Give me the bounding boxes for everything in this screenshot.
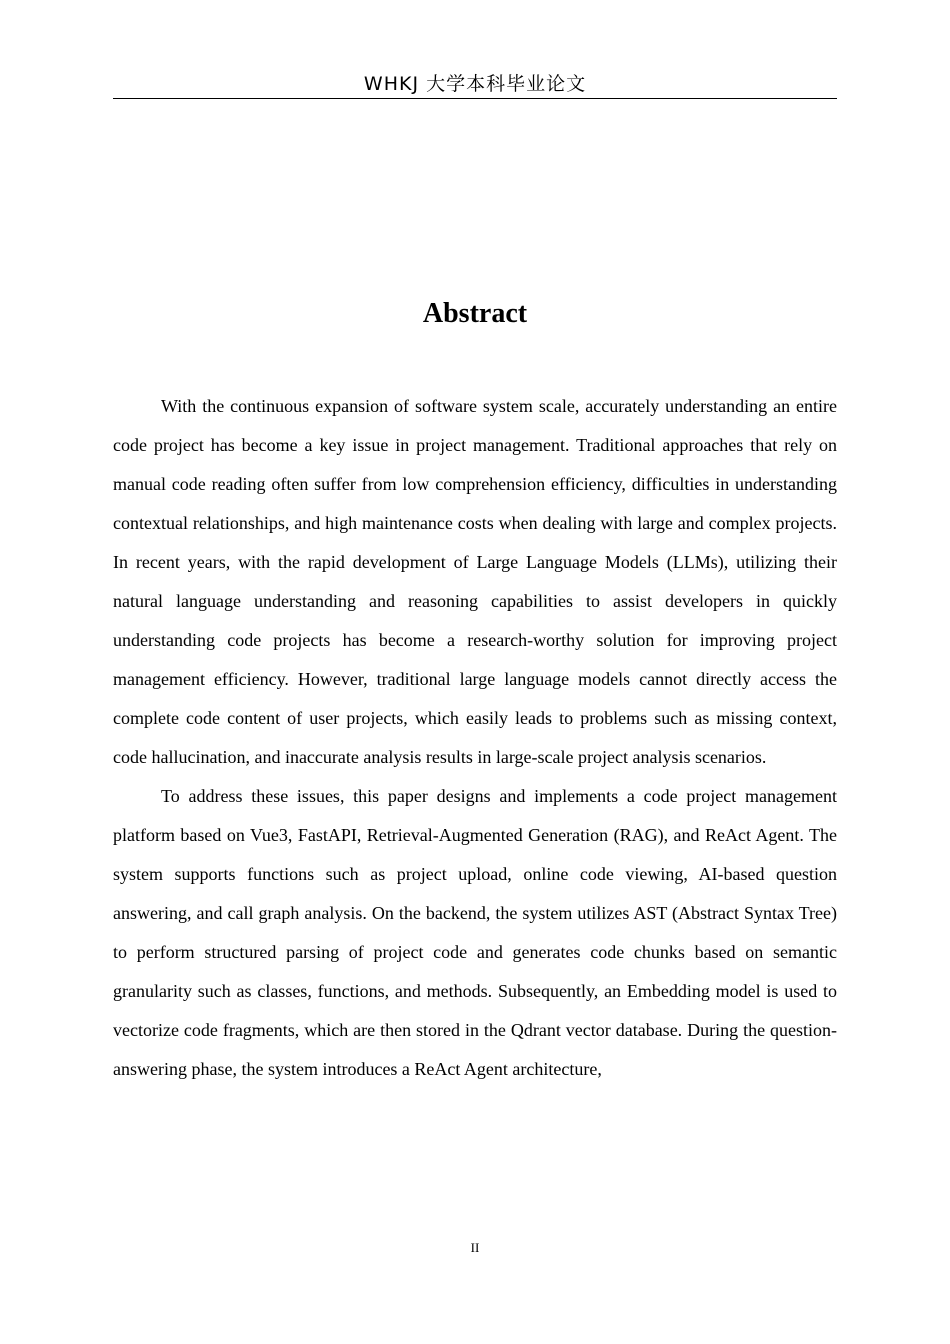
abstract-body bbox=[113, 387, 837, 1089]
abstract-paragraph-2: To address these issues, this paper designs and implements a code project management platform based on Vue3, FastAPI, Retrieval-Augmented Generation (RAG), and ReAct Agent. The system supports functions such as project upload, online code viewing, AI-based question answering, and call graph analysis. On the backend, the system utilizes AST (Abstract Syntax Tree) to perform structured parsing of project code and generates code chunks based on semantic granularity such as classes, functions, and methods. Subsequently, an Embedding model is used to vectorize code fragments, which are then stored in the Qdrant vector database. During the question-answering phase, the system introduces a ReAct Agent architecture, bbox=[113, 786, 837, 1079]
header-rule bbox=[113, 98, 837, 99]
page-number: II bbox=[470, 1240, 480, 1255]
abstract-title: Abstract bbox=[422, 298, 528, 329]
page-header: WHKJ 大学本科毕业论文 bbox=[363, 73, 587, 95]
abstract-paragraph-1: With the continuous expansion of software system scale, accurately understanding an entire code project has become a key issue in project management. Traditional approaches that rely on manual code reading often suffer from low comprehension efficiency, difficulties in understanding contextual relationships, and high maintenance costs when dealing with large and complex projects. In recent years, with the rapid development of Large Language Models (LLMs), utilizing their natural language understanding and reasoning capabilities to assist developers in quickly understanding code projects has become a research-worthy solution for improving project management efficiency. However, traditional large language models cannot directly access the complete code content of user projects, which easily leads to problems such as missing context, code hallucination, and inaccurate analysis results in large-scale project analysis scenarios. bbox=[113, 396, 837, 767]
